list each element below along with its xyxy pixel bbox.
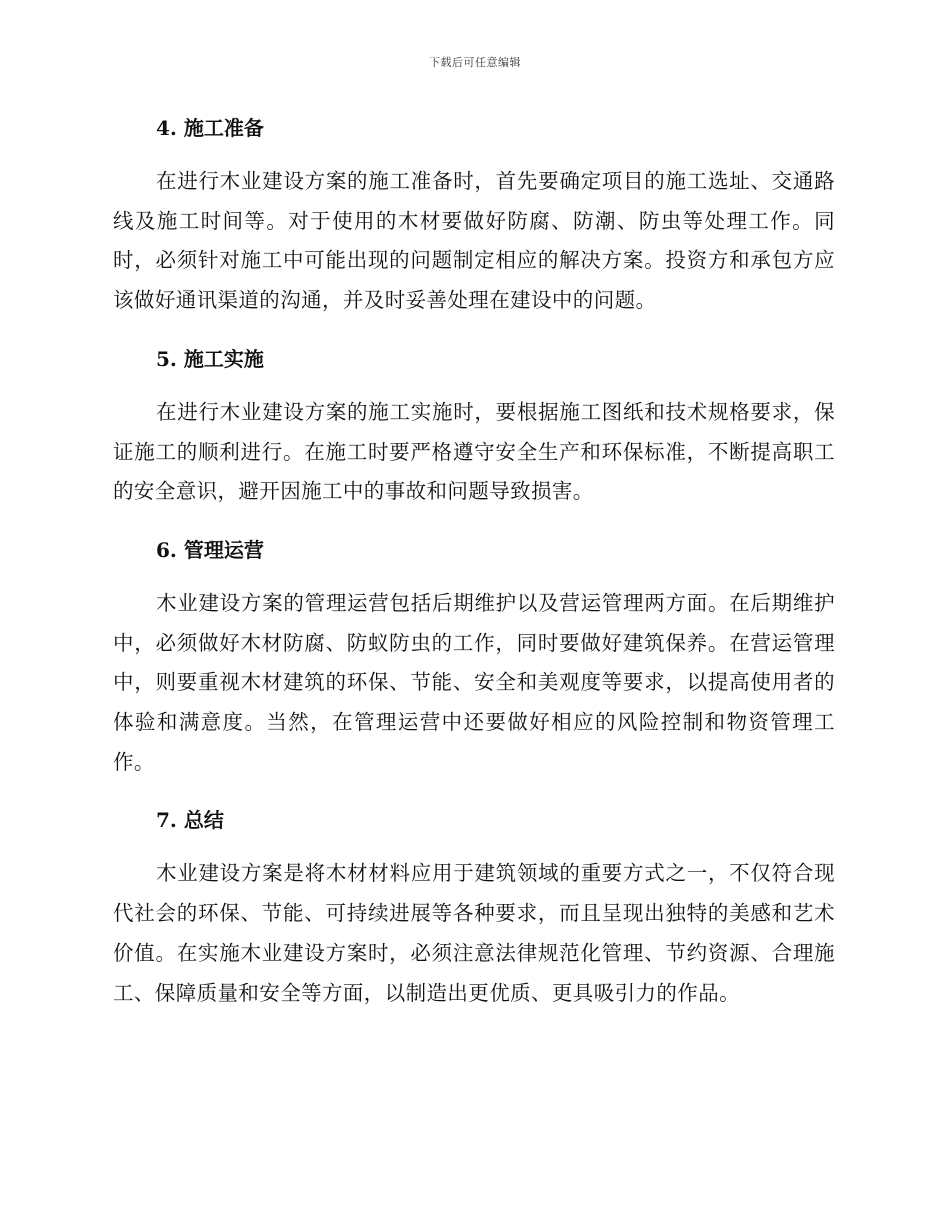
page-header: 下载后可任意编辑	[429, 56, 521, 69]
section-paragraph: 木业建设方案的管理运营包括后期维护以及营运管理两方面。在后期维护中，必须做好木材防腐、防蚁防虫的工作，同时要做好建筑保养。在营运管理中，则要重视木材建筑的环保、节能、安全和美观度等要求，以提高使用者的体验和满意度。当然，在管理运营中还要做好相应的风险控制和物资管理工作。	[113, 590, 835, 774]
section-paragraph: 在进行木业建设方案的施工实施时，要根据施工图纸和技术规格要求，保证施工的顺利进行。在施工时要严格遵守安全生产和环保标准，不断提高职工的安全意识，避开因施工中的事故和问题导致损害。	[113, 399, 835, 504]
section-paragraph: 在进行木业建设方案的施工准备时，首先要确定项目的施工选址、交通路线及施工时间等。对于使用的木材要做好防腐、防潮、防虫等处理工作。同时，必须针对施工中可能出现的问题制定相应的解决方案。投资方和承包方应该做好通讯渠道的沟通，并及时妥善处理在建设中的问题。	[113, 169, 835, 313]
document-body	[113, 106, 835, 1013]
section-heading: 7. 总结	[156, 808, 224, 833]
section-paragraph: 木业建设方案是将木材材料应用于建筑领域的重要方式之一，不仅符合现代社会的环保、节能、可持续进展等各种要求，而且呈现出独特的美感和艺术价值。在实施木业建设方案时，必须注意法律规范化管理、节约资源、合理施工、保障质量和安全等方面，以制造出更优质、更具吸引力的作品。	[113, 861, 835, 1005]
section-summary	[113, 798, 835, 1013]
section-heading: 4. 施工准备	[156, 116, 264, 140]
section-construction-implementation	[113, 337, 835, 528]
section-heading: 6. 管理运营	[156, 537, 264, 562]
section-heading: 5. 施工实施	[156, 346, 264, 371]
section-management-operation	[113, 528, 835, 799]
section-construction-preparation	[113, 106, 835, 337]
